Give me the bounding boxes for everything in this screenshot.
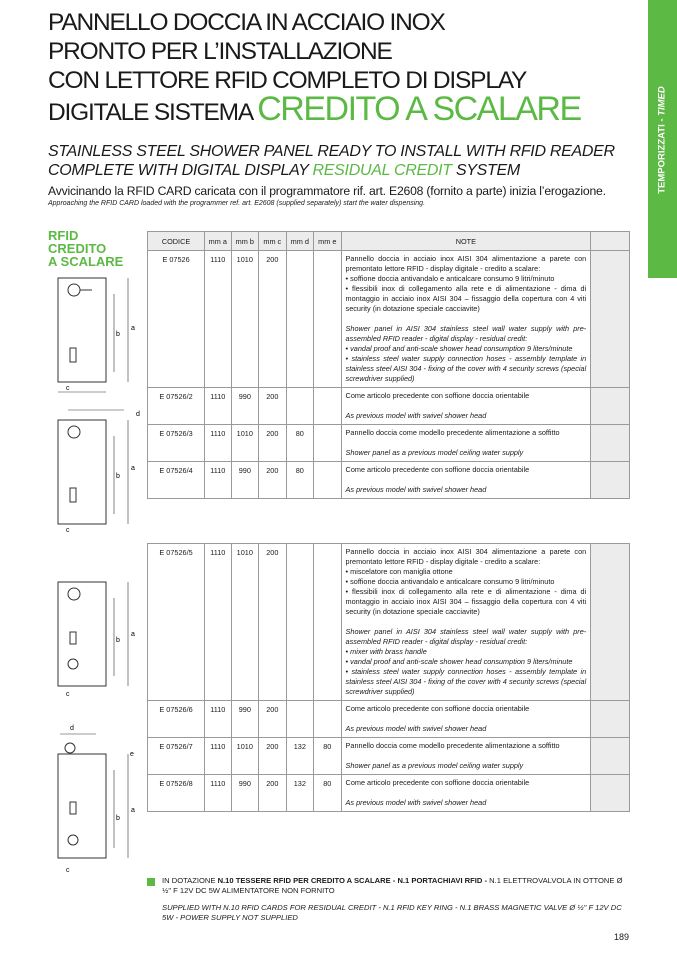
cell-dim-b: 1010	[231, 544, 259, 701]
cell-dim-e	[314, 701, 342, 738]
note-english-line: As previous model with swivel shower head	[345, 411, 487, 420]
page-number: 189	[614, 932, 630, 942]
note-english-line: As previous model with swivel shower head	[345, 724, 487, 733]
cell-dim-a: 1110	[205, 738, 231, 775]
en-title-prefix: COMPLETE WITH DIGITAL DISPLAY	[48, 162, 313, 179]
table-row	[148, 251, 630, 388]
cell-code: E 07526/3	[148, 425, 205, 462]
note-english-line: • vandal proof and anti-scale shower head consumption 9 liters/minute	[345, 344, 573, 353]
note-italian-line: • flessibili inox di collegamento alla rete e di alimentazione - dima di montaggio in acciaio inox AISI 304 – fissaggio della copertura con 4 viti security (in dotazione speciale cacciavite)	[345, 587, 587, 616]
side-category-tab	[648, 0, 677, 278]
cell-dim-e	[314, 544, 342, 701]
cell-notes	[341, 388, 591, 425]
note-english-line: Shower panel in AISI 304 stainless steel wall water supply with pre-assembled RFID reader - digital display - residual credit:	[345, 324, 587, 343]
product-table-2	[147, 543, 630, 812]
cell-code: E 07526	[148, 251, 205, 388]
cell-dim-d: 132	[286, 775, 314, 812]
en-title-line-1: STAINLESS STEEL SHOWER PANEL READY TO INSTALL WITH RFID READER	[48, 143, 615, 160]
english-title	[48, 142, 648, 180]
side-label-italic: TIMED	[656, 86, 668, 116]
dim-label-a: a	[131, 807, 135, 814]
header-e: mm e	[314, 232, 342, 251]
cell-notes	[341, 544, 591, 701]
product-table-1	[147, 231, 630, 499]
dim-label-b: b	[116, 331, 120, 338]
cell-dim-a: 1110	[205, 462, 231, 499]
cell-dim-e: 80	[314, 775, 342, 812]
cell-dim-e	[314, 462, 342, 499]
cell-dim-c: 200	[259, 462, 287, 499]
cell-dim-d	[286, 388, 314, 425]
shower-head-icon	[65, 743, 75, 753]
cell-dim-b: 1010	[231, 425, 259, 462]
cell-dim-a: 1110	[205, 775, 231, 812]
cell-dim-a: 1110	[205, 544, 231, 701]
cell-dim-a: 1110	[205, 425, 231, 462]
header-notes: NOTE	[341, 232, 591, 251]
cell-dim-e	[314, 251, 342, 388]
footer-bullet-icon	[147, 878, 155, 886]
cell-notes	[341, 425, 591, 462]
description-english: Approaching the RFID CARD loaded with the programmer ref. art. E2608 (supplied separately) start the water dispensing.	[48, 200, 426, 207]
cell-dim-b: 1010	[231, 251, 259, 388]
cell-blank	[591, 738, 630, 775]
note-english-line: • stainless steel water supply connection hoses - assembly template in stainless steel AISI 304 - fixing of the cover with 4 security screws (special screwdriver supplied)	[345, 667, 587, 696]
cell-dim-c: 200	[259, 251, 287, 388]
cell-code: E 07526/6	[148, 701, 205, 738]
cell-dim-b: 990	[231, 775, 259, 812]
en-title-green: RESIDUAL CREDIT	[312, 162, 452, 179]
dim-label-d: d	[136, 411, 140, 418]
note-italian-line: Come articolo precedente con soffione doccia orientabile	[345, 391, 530, 400]
note-english-line: Shower panel as a previous model ceiling water supply	[345, 448, 524, 457]
title-last-prefix: DIGITALE SISTEMA	[48, 99, 258, 126]
table-row	[148, 462, 630, 499]
header-b: mm b	[231, 232, 259, 251]
table-row	[148, 738, 630, 775]
dim-label-e: e	[130, 751, 134, 758]
note-italian-line: Pannello doccia in acciaio inox AISI 304 alimentazione a parete con premontato lettore RFID - display digitale - credito a scalare:	[345, 547, 587, 566]
cell-blank	[591, 251, 630, 388]
cell-dim-c: 200	[259, 425, 287, 462]
cell-notes	[341, 251, 591, 388]
note-italian-line: Come articolo precedente con soffione doccia orientabile	[345, 465, 530, 474]
footer-english: SUPPLIED WITH N.10 RFID CARDS FOR RESIDUAL CREDIT - N.1 RFID KEY RING - N.1 BRASS MAGNETIC VALVE Ø ½" F 12V DC 5W - POWER SUPPLY NOT SUPPLIED	[162, 903, 622, 922]
title-line-4	[48, 90, 608, 128]
cell-blank	[591, 775, 630, 812]
note-english-line: As previous model with swivel shower head	[345, 485, 487, 494]
title-line-2: PRONTO PER L’INSTALLAZIONE	[48, 38, 392, 65]
section-label-line-2: CREDITO	[48, 241, 107, 256]
section-label-line-3: A SCALARE	[48, 254, 124, 269]
cell-blank	[591, 462, 630, 499]
en-title-line-2	[48, 161, 648, 180]
cell-notes	[341, 462, 591, 499]
page-title	[48, 8, 608, 127]
description-italian: Avvicinando la RFID CARD caricata con il programmatore rif. art. E2608 (fornito a parte) inizia l’erogazione.	[48, 184, 606, 198]
cell-dim-b: 990	[231, 462, 259, 499]
note-italian-line: • soffione doccia antivandalo e anticalcare consumo 9 litri/minuto	[345, 274, 555, 283]
cell-dim-c: 200	[259, 388, 287, 425]
note-english-line: Shower panel as a previous model ceiling water supply	[345, 761, 524, 770]
cell-code: E 07526/7	[148, 738, 205, 775]
dim-label-c: c	[66, 867, 70, 874]
title-last-green: CREDITO A SCALARE	[257, 90, 581, 128]
cell-dim-c: 200	[259, 738, 287, 775]
dim-label-d: d	[70, 725, 74, 732]
cell-dim-d: 80	[286, 425, 314, 462]
side-category-label	[657, 86, 668, 194]
table-row	[148, 775, 630, 812]
dim-label-a: a	[131, 465, 135, 472]
panel-body	[58, 582, 106, 686]
cell-dim-e	[314, 388, 342, 425]
note-italian-line: Come articolo precedente con soffione doccia orientabile	[345, 704, 530, 713]
panel-body	[58, 754, 106, 858]
cell-dim-d: 132	[286, 738, 314, 775]
note-english-line: • stainless steel water supply connection hoses - assembly template in stainless steel AISI 304 - fixing of the cover with 4 security screws (special screwdriver supplied)	[345, 354, 587, 383]
cell-code: E 07526/5	[148, 544, 205, 701]
cell-notes	[341, 701, 591, 738]
dim-label-c: c	[66, 691, 70, 698]
cell-code: E 07526/2	[148, 388, 205, 425]
dim-label-a: a	[131, 325, 135, 332]
note-english-line: Shower panel in AISI 304 stainless steel wall water supply with pre-assembled RFID reader - digital display - residual credit:	[345, 627, 587, 646]
note-english-line: • mixer with brass handle	[345, 647, 427, 656]
side-label-main: TEMPORIZZATI -	[656, 115, 668, 194]
cell-dim-d	[286, 701, 314, 738]
cell-notes	[341, 775, 591, 812]
en-title-suffix: SYSTEM	[451, 162, 520, 179]
cell-dim-d: 80	[286, 462, 314, 499]
note-italian-line: Pannello doccia come modello precedente alimentazione a soffitto	[345, 741, 560, 750]
dim-label-c: c	[66, 385, 70, 392]
cell-dim-b: 990	[231, 388, 259, 425]
cell-dim-a: 1110	[205, 251, 231, 388]
note-italian-line: Come articolo precedente con soffione doccia orientabile	[345, 778, 530, 787]
note-english-line: • vandal proof and anti-scale shower head consumption 9 liters/minute	[345, 657, 573, 666]
header-d: mm d	[286, 232, 314, 251]
cell-blank	[591, 388, 630, 425]
cell-dim-e	[314, 425, 342, 462]
header-a: mm a	[205, 232, 231, 251]
dim-label-b: b	[116, 473, 120, 480]
dim-label-a: a	[131, 631, 135, 638]
table-row	[148, 701, 630, 738]
cell-dim-a: 1110	[205, 701, 231, 738]
panel-drawing-4	[36, 720, 144, 880]
cell-dim-c: 200	[259, 701, 287, 738]
panel-drawing-2	[48, 406, 144, 534]
note-italian-line: Pannello doccia in acciaio inox AISI 304 alimentazione a parete con premontato lettore RFID - display digitale - credito a scalare:	[345, 254, 587, 273]
note-italian-line: • flessibili inox di collegamento alla rete e di alimentazione - dima di montaggio in acciaio inox AISI 304 – fissaggio della copertura con 4 viti security (in dotazione speciale cacciavite)	[345, 284, 587, 313]
table-header-row	[148, 232, 630, 251]
cell-notes	[341, 738, 591, 775]
header-c: mm c	[259, 232, 287, 251]
dim-label-b: b	[116, 815, 120, 822]
panel-body	[58, 278, 106, 382]
cell-dim-a: 1110	[205, 388, 231, 425]
footer-italian	[162, 876, 632, 896]
cell-dim-d	[286, 544, 314, 701]
note-english-line: As previous model with swivel shower head	[345, 798, 487, 807]
title-line-1: PANNELLO DOCCIA IN ACCIAIO INOX	[48, 9, 445, 36]
footer-it-rest: N.1 ELETTROVALVOLA IN OTTONE Ø ½" F 12V DC 5W ALIMENTATORE NON FORNITO	[162, 876, 623, 895]
section-label	[48, 229, 123, 268]
panel-drawing-1	[48, 272, 144, 400]
section-label-line-1: RFID	[48, 228, 79, 243]
panel-drawing-3	[36, 578, 144, 706]
cell-blank	[591, 701, 630, 738]
note-italian-line: Pannello doccia come modello precedente alimentazione a soffitto	[345, 428, 560, 437]
footer-it-bold: N.10 TESSERE RFID PER CREDITO A SCALARE - N.1 PORTACHIAVI RFID -	[217, 876, 488, 885]
panel-body	[58, 420, 106, 524]
table-row	[148, 425, 630, 462]
footer-it-prefix: IN DOTAZIONE	[162, 876, 218, 885]
cell-dim-b: 1010	[231, 738, 259, 775]
cell-dim-e: 80	[314, 738, 342, 775]
header-code: CODICE	[148, 232, 205, 251]
cell-dim-d	[286, 251, 314, 388]
cell-blank	[591, 425, 630, 462]
note-italian-line: • miscelatore con maniglia ottone	[345, 567, 453, 576]
dim-label-c: c	[66, 527, 70, 534]
title-line-3: CON LETTORE RFID COMPLETO DI DISPLAY	[48, 67, 527, 94]
note-italian-line: • soffione doccia antivandalo e anticalcare consumo 9 litri/minuto	[345, 577, 555, 586]
table-row	[148, 388, 630, 425]
cell-blank	[591, 544, 630, 701]
table-row	[148, 544, 630, 701]
cell-dim-c: 200	[259, 775, 287, 812]
header-blank	[591, 232, 630, 251]
dim-label-b: b	[116, 637, 120, 644]
cell-dim-c: 200	[259, 544, 287, 701]
cell-code: E 07526/8	[148, 775, 205, 812]
cell-code: E 07526/4	[148, 462, 205, 499]
cell-dim-b: 990	[231, 701, 259, 738]
